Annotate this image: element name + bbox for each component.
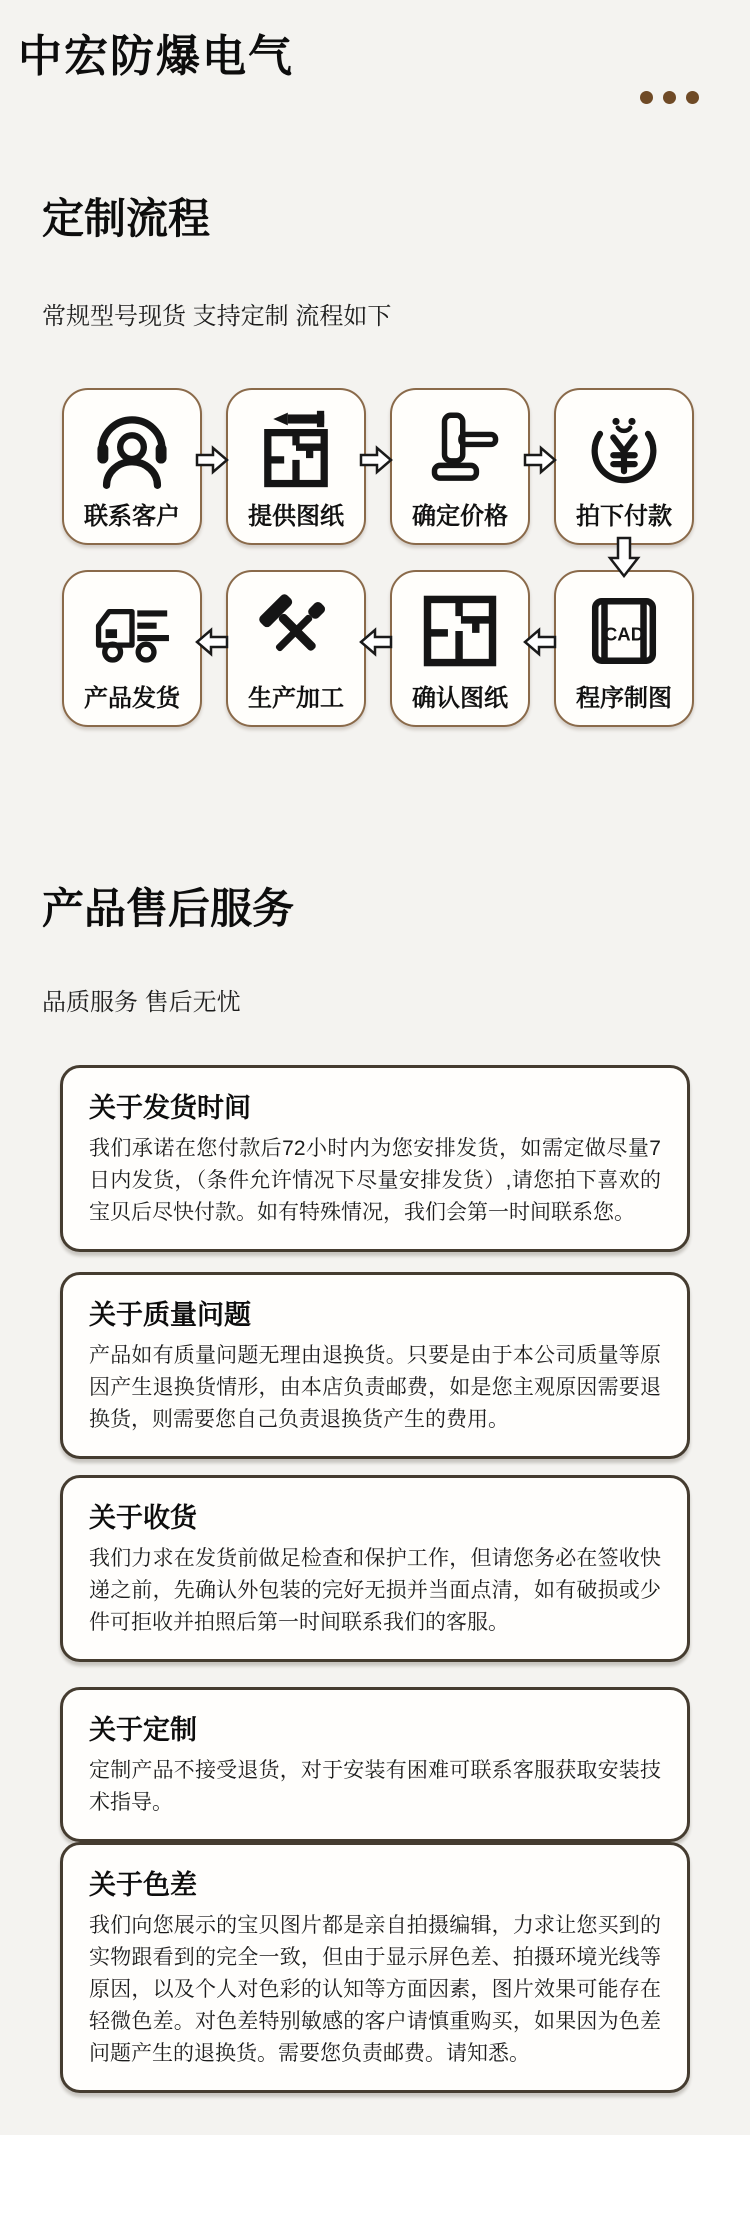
service-card-quality-issues (60, 1272, 690, 1459)
arrow-right-icon (195, 444, 229, 476)
step-label: 程序制图 (576, 685, 672, 712)
card-body: 我们承诺在您付款后72小时内为您安排发货，如需定做尽量7日内发货，（条件允许情况下尽量安排发货）,请您拍下喜欢的宝贝后尽快付款。如有特殊情况，我们会第一时间联系您。 (89, 1137, 661, 1224)
cad-scroll-icon (556, 580, 692, 682)
step-production-processing (226, 570, 366, 727)
truck-icon (64, 580, 200, 682)
hammer-screwdriver-icon (228, 580, 364, 682)
arrow-left-icon (359, 626, 393, 658)
arrow-right-icon (523, 444, 557, 476)
card-body: 产品如有质量问题无理由退换货。只要是由于本公司质量等原因产生退换货情形，由本店负责邮费，如是您主观原因需要退换货，则需要您自己负责退换货产生的费用。 (89, 1344, 661, 1431)
step-cad-drafting (554, 570, 694, 727)
yen-coin-icon (556, 398, 692, 500)
process-flow-diagram (62, 388, 694, 727)
step-label: 确认图纸 (412, 685, 508, 712)
step-label: 联系客户 (84, 503, 180, 530)
service-section-title: 产品售后服务 (42, 885, 295, 932)
arrow-down-icon (606, 536, 642, 578)
step-provide-drawings (226, 388, 366, 545)
more-menu-icon[interactable] (640, 91, 699, 104)
arrow-right-icon (359, 444, 393, 476)
process-section-title: 定制流程 (42, 195, 211, 242)
card-body: 我们向您展示的宝贝图片都是亲自拍摄编辑，力求让您买到的实物跟看到的完全一致，但由于显示屏色差、拍摄环境光线等原因，以及个人对色彩的认知等方面因素，图片效果可能存在轻微色差。对色差特别敏感的客户请慎重购买，如果因为色差问题产生的退换货。需要您负责邮费。请知悉。 (89, 1914, 661, 2065)
card-title: 关于收货 (89, 1503, 197, 1533)
service-card-color-difference (60, 1842, 690, 2093)
step-contact-customer (62, 388, 202, 545)
gavel-icon (392, 398, 528, 500)
headset-person-icon (64, 398, 200, 500)
service-card-customization (60, 1687, 690, 1842)
card-body: 定制产品不接受退货，对于安装有困难可联系客服获取安装技术指导。 (89, 1759, 661, 1814)
step-label: 产品发货 (84, 685, 180, 712)
step-order-payment (554, 388, 694, 545)
step-label: 确定价格 (412, 503, 508, 530)
blueprint-pencil-icon (228, 398, 364, 500)
process-section-subtitle: 常规型号现货 支持定制 流程如下 (42, 303, 392, 330)
arrow-left-icon (195, 626, 229, 658)
brand-title: 中宏防爆电气 (18, 32, 294, 81)
card-body: 我们力求在发货前做足检查和保护工作，但请您务必在签收快递之前，先确认外包装的完好无损并当面点清，如有破损或少件可拒收并拍照后第一时间联系我们的客服。 (89, 1547, 661, 1634)
step-label: 提供图纸 (248, 503, 344, 530)
step-label: 拍下付款 (576, 503, 672, 530)
card-title: 关于定制 (89, 1715, 197, 1745)
step-confirm-price (390, 388, 530, 545)
card-title: 关于发货时间 (89, 1093, 251, 1123)
card-title: 关于质量问题 (89, 1300, 251, 1330)
floorplan-icon (392, 580, 528, 682)
card-title: 关于色差 (89, 1870, 197, 1900)
svg-text:CAD: CAD (603, 623, 645, 645)
arrow-left-icon (523, 626, 557, 658)
service-section-subtitle: 品质服务 售后无忧 (42, 989, 241, 1016)
step-product-shipping (62, 570, 202, 727)
step-confirm-drawings (390, 570, 530, 727)
page-bottom-whitespace (0, 2135, 750, 2227)
service-card-receiving-goods (60, 1475, 690, 1662)
step-label: 生产加工 (248, 685, 344, 712)
service-card-shipping-time (60, 1065, 690, 1252)
